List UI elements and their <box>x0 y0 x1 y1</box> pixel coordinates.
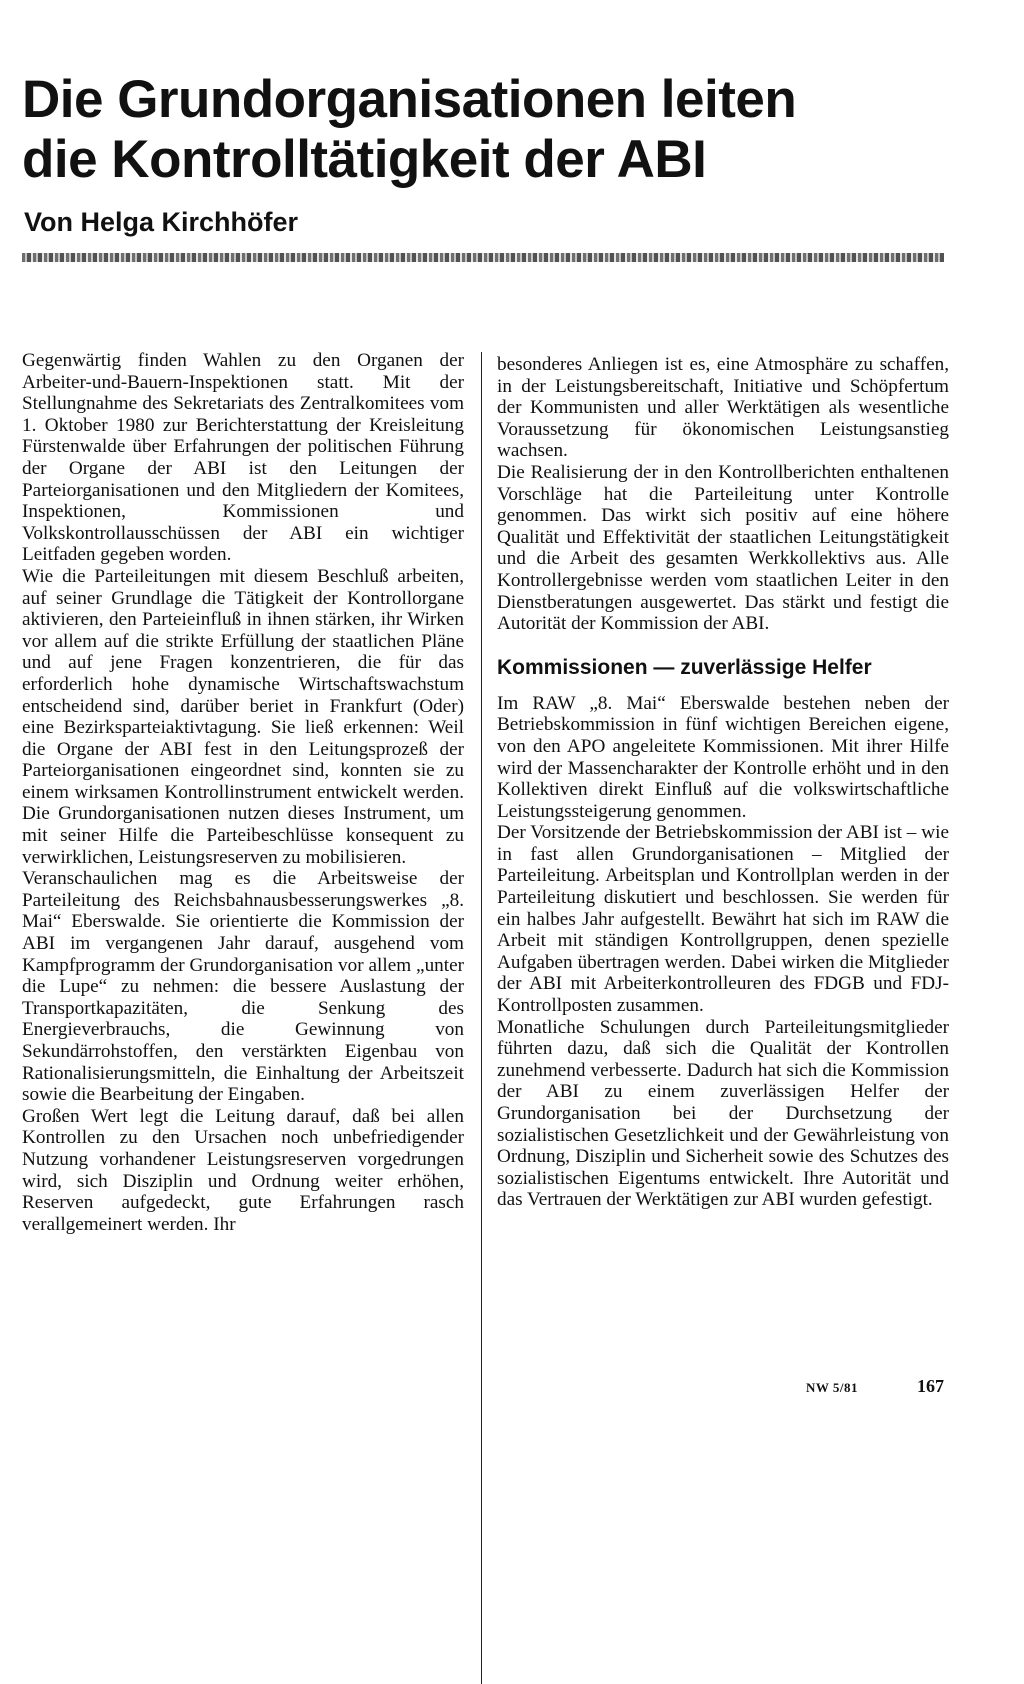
paragraph: Wie die Parteileitungen mit diesem Beschluß arbeiten, auf seiner Grundlage die Tätigkeit der Kontrollorgane aktivieren, den Parteieinfluß in ihnen stärken, ihr Wirken vor allem auf die strikte Erfüllung der staatlichen Pläne und auf jene Fragen konzentrieren, die für das erforderlich hohe dynamische Wirtschaftswachstum entscheidend sind, darüber beriet in Frankfurt (Oder) eine Bezirksparteiaktivtagung. Sie ließ erkennen: Weil die Organe der ABI fest in den Leitungsprozeß der Parteiorganisationen eingeordnet sind, konnten sie zu einem wirksamen Kontrollinstrument entwickelt werden. Die Grundorganisationen nutzen dieses Instrument, um mit seiner Hilfe die Parteibeschlüsse konsequent zu verwirklichen, Leistungsreserven zu mobilisieren. <box>22 565 464 868</box>
paragraph: Monatliche Schulungen durch Parteileitungsmitglieder führten dazu, daß sich die Qualität der Kontrollen zunehmend verbesserte. Dadurch hat sich die Kommission der ABI zu einem zuverlässigen Helfer der Grundorganisation bei der Durchsetzung der sozialistischen Gesetzlichkeit und der Gewährleistung von Ordnung, Disziplin und Sicherheit sowie des Schutzes des sozialistischen Eigentums entwickelt. Ihre Autorität und das Vertrauen der Werktätigen zur ABI wurden gefestigt. <box>497 1016 949 1211</box>
article-title-line-1: Die Grundorganisationen leiten <box>22 70 797 129</box>
article-title <box>22 70 982 190</box>
page-number: 167 <box>917 1376 944 1396</box>
paragraph: Gegenwärtig finden Wahlen zu den Organen der Arbeiter-und-Bauern-Inspektionen statt. Mit der Stellungnahme des Sekretariats des Zentralkomitees vom 1. Oktober 1980 zur Berichterstattung der Kreisleitung Fürstenwalde über Erfahrungen der politischen Führung der Organe der ABI ist den Leitungen der Parteiorganisationen und den Mitgliedern der Komitees, Inspektionen, Kommissionen und Volkskontrollausschüssen der ABI ein wichtiger Leitfaden gegeben worden. <box>22 350 464 566</box>
paragraph: Veranschaulichen mag es die Arbeitsweise der Parteileitung des Reichsbahnausbesserungswerkes „8. Mai“ Eberswalde. Sie orientierte die Kommission der ABI im vergangenen Jahr darauf, ausgehend vom Kampfprogramm der Grundorganisation vor allem „unter die Lupe“ zu nehmen: die bessere Auslastung der Transportkapazitäten, die Senkung des Energieverbrauchs, die Gewinnung von Sekundärrohstoffen, den verstärkten Eigenbau von Rationalisierungsmitteln, die Einhaltung der Arbeitszeit sowie die Bearbeitung der Eingaben. <box>22 868 464 1106</box>
column-divider <box>481 352 482 1684</box>
paragraph: Großen Wert legt die Leitung darauf, daß bei allen Kontrollen zu den Ursachen noch unbefriedigender Nutzung vorhandener Leistungsreserven vorgedrungen wird, sich Disziplin und Ordnung weiter erhöhen, Reserven aufgedeckt, gute Erfahrungen rasch verallgemeinert werden. Ihr <box>22 1105 464 1235</box>
left-column <box>22 350 464 1235</box>
section-subheading: Kommissionen — zuverlässige Helfer <box>497 655 872 679</box>
right-column <box>497 354 949 1211</box>
paragraph: Der Vorsitzende der Betriebskommission der ABI ist – wie in fast allen Grundorganisationen – Mitglied der Parteileitung. Arbeitsplan und Kontrollplan werden in der Parteileitung diskutiert und beschlossen. Sie werden für ein halbes Jahr aufgestellt. Bewährt hat sich im RAW die Arbeit mit ständigen Kontrollgruppen, denen spezielle Aufgaben übertragen werden. Dabei wirken die Mitglieder der ABI mit Arbeiterkontrolleuren des FDGB und FDJ-Kontrollposten zusammen. <box>497 822 949 1017</box>
paragraph: Im RAW „8. Mai“ Eberswalde bestehen neben der Betriebskommission in fünf wichtigen Bereichen eigene, von den APO angeleitete Kommissionen. Mit ihrer Hilfe wird der Massencharakter der Kontrolle erhöht und in den Kollektiven direkt Einfluß auf die volkswirtschaftliche Leistungssteigerung genommen. <box>497 692 949 822</box>
article-byline: Von Helga Kirchhöfer <box>24 207 299 237</box>
paragraph: Die Realisierung der in den Kontrollberichten enthaltenen Vorschläge hat die Parteileitung unter Kontrolle genommen. Das wirkt sich positiv auf eine höhere Qualität und Effektivität der staatlichen Leitungstätigkeit und die Arbeit des gesamten Werkkollektivs aus. Alle Kontrollergebnisse werden vom staatlichen Leiter in den Dienstberatungen ausgewertet. Das stärkt und festigt die Autorität der Kommission der ABI. <box>497 461 949 635</box>
page-footer <box>700 1376 950 1400</box>
paragraph: besonderes Anliegen ist es, eine Atmosphäre zu schaffen, in der Leistungsbereitschaft, Initiative und Schöpfertum der Kommunisten und aller Werktätigen als wesentliche Voraussetzung für ökonomischen Leistungsanstieg wachsen. <box>497 354 949 462</box>
article-title-line-2: die Kontrolltätigkeit der ABI <box>22 130 707 189</box>
title-rule <box>22 253 944 262</box>
issue-label: NW 5/81 <box>806 1380 859 1395</box>
